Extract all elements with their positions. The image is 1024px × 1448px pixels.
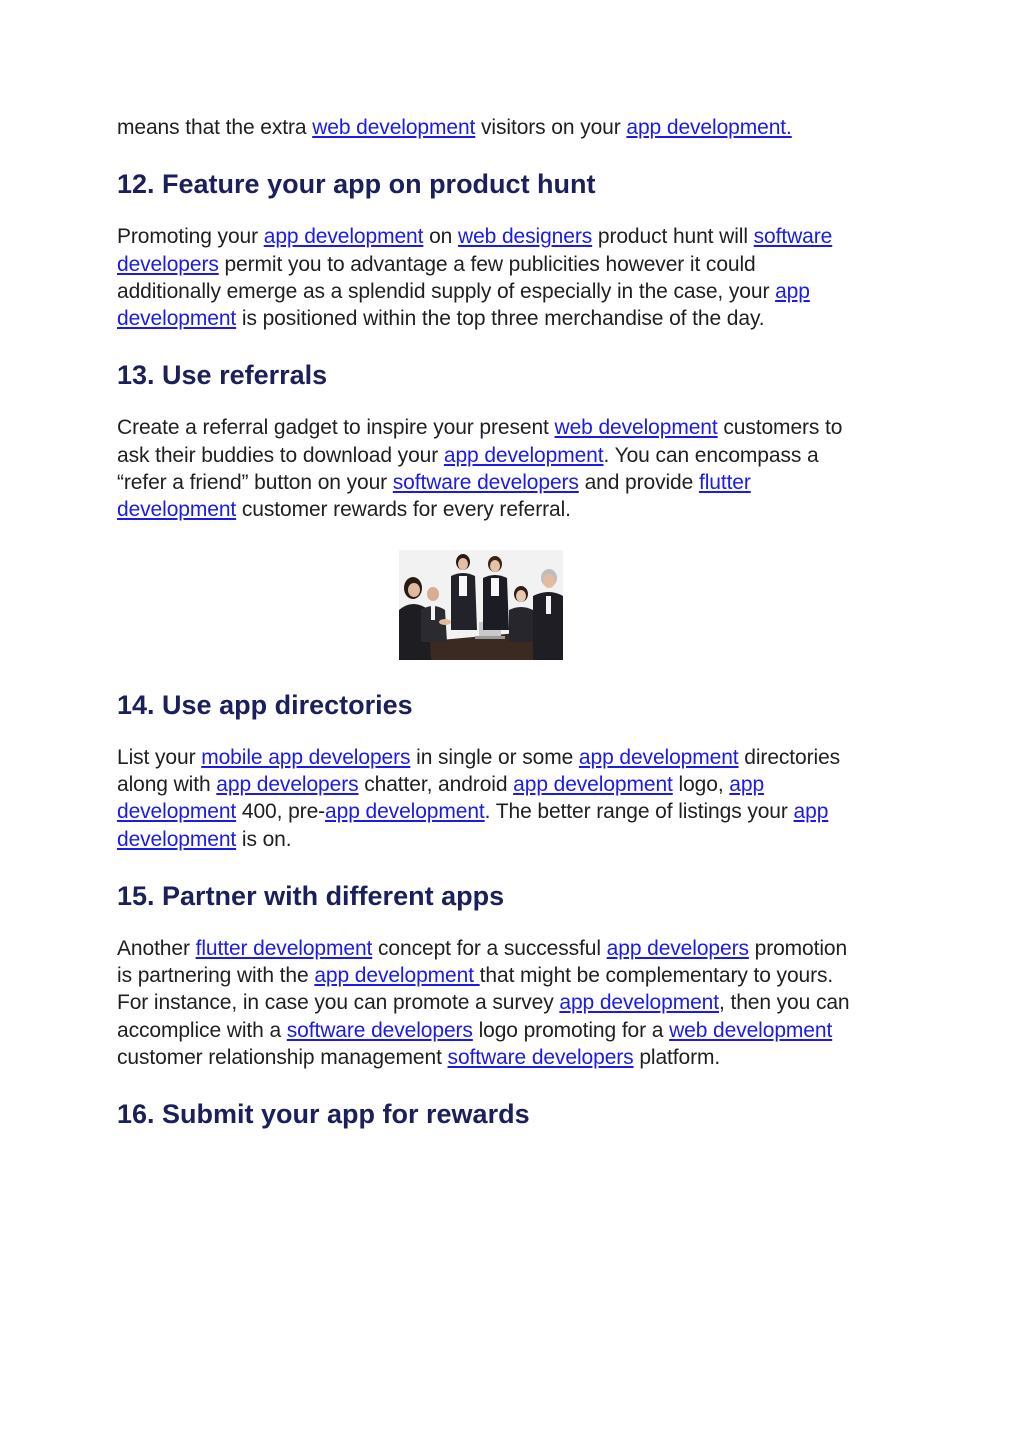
link-web-development[interactable]: web development bbox=[312, 116, 476, 139]
link-mobile-app-developers[interactable]: mobile app developers bbox=[201, 745, 411, 769]
link-app-developers[interactable]: app developers bbox=[606, 936, 749, 960]
heading-16: 16. Submit your app for rewards bbox=[117, 1099, 530, 1130]
link-app-developers[interactable]: app developers bbox=[216, 772, 359, 796]
text: on bbox=[423, 225, 458, 249]
text: logo, bbox=[672, 772, 730, 796]
link-web-designers[interactable]: web designers bbox=[458, 225, 593, 249]
text: Another bbox=[117, 936, 196, 960]
link-app-development[interactable]: app development. bbox=[626, 116, 792, 139]
link-app-development[interactable]: app development bbox=[325, 800, 485, 824]
text: customers to ask their buddies to download your bbox=[117, 416, 843, 467]
link-software-developers[interactable]: software developers bbox=[392, 471, 579, 495]
text: chatter, android bbox=[358, 772, 514, 796]
text: promotion is partnering with the bbox=[117, 936, 848, 988]
link-app-development[interactable]: app development bbox=[117, 772, 765, 824]
link-app-development[interactable]: app development bbox=[559, 991, 719, 1015]
text: permit you to advantage a few publicities however it could additionally emerge as a splendid supply of especially in the case, your bbox=[117, 252, 776, 303]
figure-wrapper bbox=[117, 550, 857, 662]
intro-paragraph bbox=[117, 114, 857, 141]
text: Promoting your bbox=[117, 225, 264, 249]
text: . You can encompass a “refer a friend” button on your bbox=[117, 443, 819, 495]
text: concept for a successful bbox=[372, 936, 607, 960]
link-web-development[interactable]: web development bbox=[554, 416, 718, 440]
link-software-developers[interactable]: software developers bbox=[286, 1018, 473, 1042]
link-app-development[interactable]: app development bbox=[513, 772, 673, 796]
text: visitors on your bbox=[475, 116, 627, 139]
text: means that the extra bbox=[117, 116, 313, 139]
paragraph-14 bbox=[117, 744, 857, 853]
text: is on. bbox=[236, 827, 292, 851]
text: directories along with bbox=[117, 745, 841, 796]
text: in single or some bbox=[410, 745, 579, 769]
link-web-development[interactable]: web development bbox=[669, 1018, 833, 1042]
text: and provide bbox=[578, 471, 699, 495]
document-page bbox=[117, 114, 857, 1153]
link-software-developers[interactable]: software developers bbox=[117, 225, 833, 276]
link-app-development[interactable]: app development bbox=[314, 964, 480, 988]
text: customer relationship management bbox=[117, 1046, 448, 1070]
text: Create a referral gadget to inspire your present bbox=[117, 416, 555, 440]
text: customer rewards for every referral. bbox=[236, 498, 571, 522]
text: . The better range of listings your bbox=[484, 800, 794, 824]
heading-14: 14. Use app directories bbox=[117, 689, 413, 720]
link-flutter-development[interactable]: flutter development bbox=[117, 471, 751, 522]
text: , then you can accomplice with a bbox=[117, 991, 850, 1042]
paragraph-12 bbox=[117, 223, 857, 332]
text: that might be complementary to yours. For instance, in case you can promote a survey bbox=[117, 964, 834, 1015]
link-software-developers[interactable]: software developers bbox=[447, 1046, 634, 1070]
text: logo promoting for a bbox=[472, 1018, 670, 1042]
paragraph-15 bbox=[117, 935, 857, 1071]
link-app-development[interactable]: app development bbox=[117, 800, 829, 851]
link-app-development[interactable]: app development bbox=[578, 745, 739, 769]
link-app-development[interactable]: app development bbox=[117, 279, 810, 331]
business-meeting-photo bbox=[399, 550, 563, 660]
text: is positioned within the top three merchandise of the day. bbox=[236, 307, 765, 331]
paragraph-13 bbox=[117, 414, 857, 523]
link-flutter-development[interactable]: flutter development bbox=[195, 936, 373, 960]
text: List your bbox=[117, 745, 202, 769]
heading-13: 13. Use referrals bbox=[117, 360, 328, 391]
heading-15: 15. Partner with different apps bbox=[117, 880, 505, 911]
text: platform. bbox=[633, 1046, 721, 1070]
link-app-development[interactable]: app development bbox=[443, 443, 604, 467]
heading-12: 12. Feature your app on product hunt bbox=[117, 169, 596, 200]
text: product hunt will bbox=[592, 225, 754, 249]
link-app-development[interactable]: app development bbox=[263, 225, 424, 249]
text: 400, pre- bbox=[236, 800, 326, 824]
